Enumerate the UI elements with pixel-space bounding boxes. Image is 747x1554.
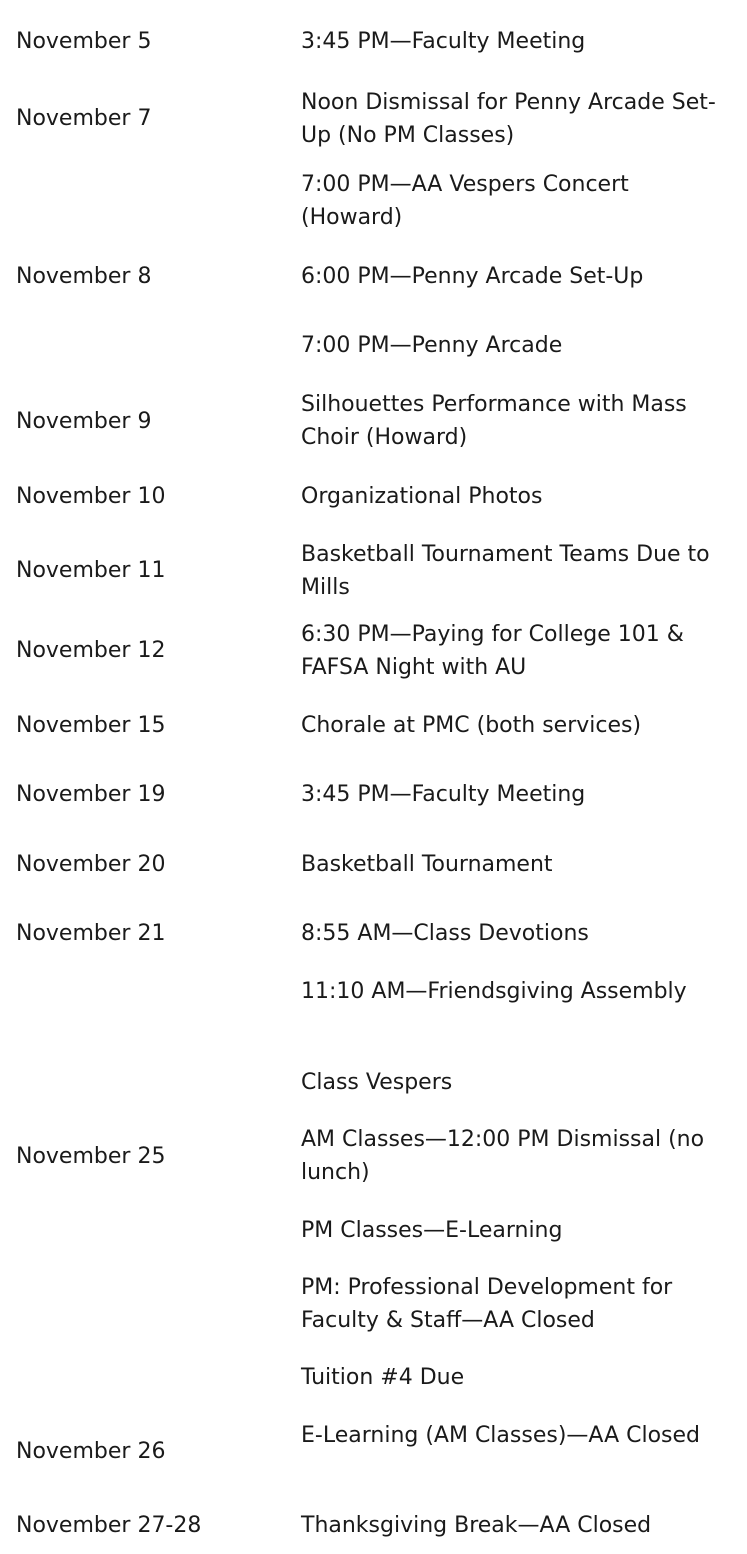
calendar-row — [0, 1214, 747, 1247]
row-event: Organizational Photos — [301, 484, 543, 509]
calendar-row — [0, 618, 747, 684]
row-event: Silhouettes Performance with Mass Choir (Howard) — [301, 392, 687, 450]
row-date: November 21 — [16, 921, 166, 946]
calendar-row — [0, 538, 747, 604]
calendar-row — [0, 778, 747, 811]
row-event: Class Vespers — [301, 1070, 453, 1095]
row-event: 6:30 PM—Paying for College 101 & FAFSA Night with AU — [301, 622, 684, 680]
row-event: Chorale at PMC (both services) — [301, 713, 642, 738]
row-event: Basketball Tournament Teams Due to Mills — [301, 542, 710, 600]
row-date: November 15 — [16, 713, 166, 738]
calendar-row — [0, 917, 747, 950]
calendar-row — [0, 975, 747, 1041]
row-event: 11:10 AM—Friendsgiving Assembly — [301, 979, 687, 1004]
row-event: Tuition #4 Due — [301, 1365, 465, 1390]
row-event: Thanksgiving Break—AA Closed — [301, 1513, 652, 1538]
row-date: November 25 — [16, 1144, 166, 1169]
row-event: 3:45 PM—Faculty Meeting — [301, 29, 586, 54]
row-date: November 8 — [16, 264, 152, 289]
row-event: 8:55 AM—Class Devotions — [301, 921, 589, 946]
calendar-row — [0, 709, 747, 742]
row-event: 7:00 PM—Penny Arcade — [301, 333, 563, 358]
row-event: Basketball Tournament — [301, 852, 553, 877]
calendar-row — [0, 1419, 747, 1485]
calendar-row — [0, 848, 747, 881]
row-event: Noon Dismissal for Penny Arcade Set-Up (No PM Classes) — [301, 90, 716, 148]
calendar-row — [0, 1123, 747, 1189]
row-date: November 12 — [16, 638, 166, 663]
row-date: November 20 — [16, 852, 166, 877]
row-date: November 26 — [16, 1439, 166, 1464]
calendar-row — [0, 480, 747, 513]
row-date: November 5 — [16, 29, 152, 54]
row-event: 6:00 PM—Penny Arcade Set-Up — [301, 264, 644, 289]
row-event: 3:45 PM—Faculty Meeting — [301, 782, 586, 807]
calendar-row — [0, 1361, 747, 1394]
row-date: November 27-28 — [16, 1513, 202, 1538]
row-event: PM: Professional Development for Faculty & Staff—AA Closed — [301, 1275, 673, 1333]
row-date: November 10 — [16, 484, 166, 509]
calendar-row — [0, 1271, 747, 1337]
calendar-row — [0, 1509, 747, 1542]
calendar-row — [0, 25, 747, 58]
calendar-row — [0, 388, 747, 454]
row-date: November 7 — [16, 106, 152, 131]
row-date: November 19 — [16, 782, 166, 807]
calendar-row — [0, 168, 747, 234]
row-event: 7:00 PM—AA Vespers Concert (Howard) — [301, 172, 629, 230]
calendar-row — [0, 260, 747, 293]
row-date: November 11 — [16, 558, 166, 583]
row-date: November 9 — [16, 409, 152, 434]
calendar-row — [0, 1066, 747, 1099]
calendar-row — [0, 86, 747, 152]
calendar-row — [0, 329, 747, 362]
row-event: AM Classes—12:00 PM Dismissal (no lunch) — [301, 1127, 705, 1185]
row-event: PM Classes—E-Learning — [301, 1218, 563, 1243]
row-event: E-Learning (AM Classes)—AA Closed — [301, 1423, 701, 1448]
